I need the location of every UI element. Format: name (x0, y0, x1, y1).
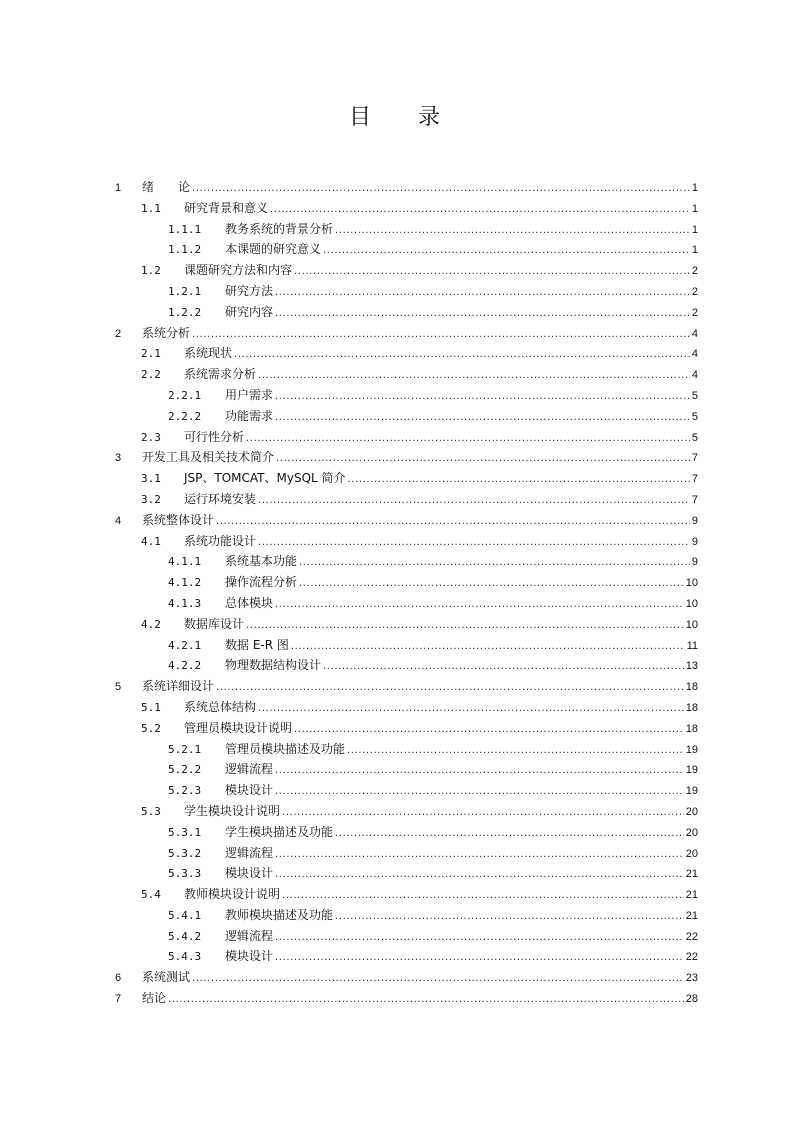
toc-entry[interactable] (115, 656, 698, 677)
toc-entry-page-number: 4 (691, 369, 698, 382)
toc-entry-number: 3.1 (141, 472, 161, 486)
toc-entry-page-number: 1 (691, 202, 698, 215)
toc-leader-dots (294, 266, 690, 277)
toc-entry[interactable] (115, 573, 698, 594)
toc-entry-title: 数据 E-R 图 (225, 637, 289, 652)
toc-entry-title: 逻辑流程 (225, 845, 274, 860)
toc-leader-dots (216, 682, 684, 693)
toc-entry-number: 5.2 (141, 721, 161, 735)
toc-entry-number: 5.2.2 (168, 763, 202, 777)
toc-entry-title: 总体模块 (225, 595, 274, 610)
toc-entry-page-number: 10 (685, 597, 698, 610)
toc-entry-title: 系统测试 (142, 970, 191, 985)
toc-entry[interactable] (115, 365, 698, 386)
toc-entry[interactable] (115, 636, 698, 657)
toc-leader-dots (258, 537, 690, 548)
toc-entry-title: 用户需求 (225, 387, 274, 402)
toc-entry-page-number: 19 (685, 743, 698, 756)
toc-entry-title: 系统总体结构 (184, 699, 257, 714)
toc-entry-page-number: 10 (685, 577, 698, 590)
toc-leader-dots (275, 786, 684, 797)
toc-entry-title: 结论 (142, 991, 167, 1006)
toc-entry-number: 4.2.2 (168, 659, 202, 673)
toc-entry-number: 4.1.1 (168, 555, 202, 569)
toc-entry-page-number: 21 (685, 868, 698, 881)
toc-entry-number: 1.2 (141, 264, 161, 278)
toc-entry-page-number: 2 (691, 265, 698, 278)
toc-entry-page-number: 5 (691, 410, 698, 423)
toc-entry-title: 教师模块描述及功能 (225, 907, 334, 922)
toc-entry-page-number: 5 (691, 431, 698, 444)
toc-entry-title: 模块设计 (225, 783, 274, 798)
toc-entry-title: JSP、TOMCAT、MySQL 简介 (184, 471, 346, 486)
toc-entry-title: 绪 论 (142, 180, 191, 194)
toc-entry[interactable] (115, 511, 698, 532)
toc-entry[interactable] (115, 240, 698, 261)
toc-entry[interactable] (115, 740, 698, 761)
toc-entry-number: 4.2.1 (168, 638, 202, 652)
toc-entry-page-number: 18 (685, 681, 698, 694)
toc-entry-page-number: 20 (685, 826, 698, 839)
toc-entry[interactable] (115, 823, 698, 844)
toc-leader-dots (275, 308, 690, 319)
toc-entry-page-number: 22 (685, 930, 698, 943)
toc-entry-page-number: 21 (685, 889, 698, 902)
toc-leader-dots (246, 433, 690, 444)
toc-entry-title: 系统现状 (184, 346, 233, 361)
toc-entry-title: 操作流程分析 (225, 575, 298, 590)
toc-entry-page-number: 7 (691, 493, 698, 506)
toc-entry-page-number: 7 (691, 473, 698, 486)
toc-leader-dots (291, 641, 685, 652)
toc-leader-dots (168, 994, 684, 1005)
toc-leader-dots (258, 703, 684, 714)
toc-entry[interactable] (115, 781, 698, 802)
toc-entry-number: 2 (115, 327, 122, 340)
toc-entry[interactable] (115, 760, 698, 781)
toc-entry[interactable] (115, 324, 698, 345)
toc-entry-number: 5.3 (141, 804, 161, 818)
toc-entry-number: 2.2.1 (168, 388, 202, 402)
toc-entry-number: 5.3.1 (168, 825, 202, 839)
toc-leader-dots (275, 599, 684, 610)
toc-entry-number: 4.1.2 (168, 576, 202, 590)
toc-entry-title: 系统分析 (142, 325, 191, 340)
toc-entry-number: 5.2.3 (168, 784, 202, 798)
toc-entry[interactable] (115, 698, 698, 719)
toc-entry[interactable] (115, 802, 698, 823)
toc-entry-page-number: 10 (685, 618, 698, 631)
toc-leader-dots (275, 952, 684, 963)
toc-leader-dots (275, 412, 690, 423)
toc-entry-title: 研究内容 (225, 304, 274, 319)
toc-leader-dots (335, 225, 690, 236)
toc-entry-title: 功能需求 (225, 408, 274, 423)
toc-entry-title: 系统功能设计 (184, 533, 257, 548)
toc-entry[interactable] (115, 469, 698, 490)
toc-entry[interactable] (115, 552, 698, 573)
toc-leader-dots (270, 204, 690, 215)
toc-entry-number: 1.2.2 (168, 305, 202, 319)
toc-entry-title: 教务系统的背景分析 (225, 221, 334, 236)
toc-leader-dots (282, 807, 684, 818)
toc-entry-title: 学生模块设计说明 (184, 803, 281, 818)
toc-entry-page-number: 21 (685, 909, 698, 922)
toc-entry-page-number: 2 (691, 285, 698, 298)
toc-entry-page-number: 4 (691, 327, 698, 340)
toc-entry[interactable] (115, 261, 698, 282)
toc-entry-number: 3 (115, 452, 122, 465)
toc-entry-title: 研究方法 (225, 283, 274, 298)
toc-entry-number: 5 (115, 681, 122, 694)
toc-leader-dots (323, 661, 684, 672)
toc-entry-number: 5.4.2 (168, 929, 202, 943)
toc-entry-title: 系统整体设计 (142, 512, 215, 527)
toc-entry-page-number: 13 (685, 660, 698, 673)
toc-entry-title: 可行性分析 (184, 429, 245, 444)
toc-leader-dots (299, 578, 684, 589)
toc-entry-number: 5.4.1 (168, 908, 202, 922)
toc-entry-number: 1 (115, 182, 122, 194)
toc-entry-title: 逻辑流程 (225, 762, 274, 777)
toc-entry-number: 4.1 (141, 534, 161, 548)
toc-entry-number: 7 (115, 993, 122, 1006)
toc-leader-dots (335, 911, 684, 922)
toc-entry-page-number: 9 (691, 514, 698, 527)
toc-entry-page-number: 9 (691, 535, 698, 548)
toc-entry-number: 5.3.2 (168, 846, 202, 860)
toc-entry-title: 模块设计 (225, 866, 274, 881)
toc-entry-number: 1.1.1 (168, 222, 202, 236)
toc-entry-page-number: 9 (691, 556, 698, 569)
toc-leader-dots (192, 183, 690, 194)
toc-leader-dots (258, 370, 690, 381)
toc-entry-title: 学生模块描述及功能 (225, 824, 334, 839)
toc-entry-page-number: 5 (691, 389, 698, 402)
toc-entry-page-number: 4 (691, 348, 698, 361)
toc-entry-page-number: 20 (685, 847, 698, 860)
toc-entry-page-number: 28 (685, 993, 698, 1006)
toc-entry-title: 管理员模块描述及功能 (225, 741, 346, 756)
toc-leader-dots (294, 724, 684, 735)
toc-entry[interactable] (115, 906, 698, 927)
toc-entry-number: 1.2.1 (168, 284, 202, 298)
toc-entry-page-number: 20 (685, 805, 698, 818)
toc-entry-number: 1.1.2 (168, 243, 202, 257)
toc-entry-title: 研究背景和意义 (184, 200, 269, 215)
toc-entry-title: 系统详细设计 (142, 679, 215, 694)
toc-leader-dots (258, 495, 690, 506)
toc-entry-number: 5.4.3 (168, 950, 202, 964)
toc-entry-page-number: 18 (685, 701, 698, 714)
toc-entry-number: 2.2 (141, 368, 161, 382)
toc-entry[interactable] (115, 615, 698, 636)
toc-entry-number: 2.2.2 (168, 409, 202, 423)
toc-entry-page-number: 7 (691, 452, 698, 465)
toc-leader-dots (335, 828, 684, 839)
toc-entry-number: 4.2 (141, 617, 161, 631)
toc-entry-number: 2.1 (141, 347, 161, 361)
toc-entry[interactable] (115, 677, 698, 698)
toc-entry-page-number: 22 (685, 951, 698, 964)
toc-entry[interactable] (115, 448, 698, 469)
toc-entry-number: 4 (115, 514, 122, 527)
toc-entry-number: 5.1 (141, 700, 161, 714)
toc-entry[interactable] (115, 490, 698, 511)
toc-entry-title: 运行环境安装 (184, 491, 257, 506)
toc-entry[interactable] (115, 719, 698, 740)
toc-leader-dots (282, 890, 684, 901)
toc-leader-dots (234, 349, 690, 360)
toc-leader-dots (323, 245, 690, 256)
toc-entry[interactable] (115, 303, 698, 324)
toc-entry-page-number: 1 (691, 182, 698, 194)
toc-entry-number: 4.1.3 (168, 596, 202, 610)
toc-entry-number: 6 (115, 972, 122, 985)
toc-leader-dots (216, 516, 690, 527)
toc-leader-dots (347, 745, 684, 756)
toc-entry-page-number: 23 (685, 972, 698, 985)
toc-leader-dots (276, 453, 690, 464)
toc-leader-dots (275, 932, 684, 943)
toc-leader-dots (275, 391, 690, 402)
toc-entry[interactable] (115, 178, 698, 199)
toc-leader-dots (275, 765, 684, 776)
toc-entry[interactable] (115, 864, 698, 885)
toc-entry[interactable] (115, 968, 698, 989)
toc-leader-dots (275, 849, 684, 860)
table-of-contents (115, 178, 698, 1010)
toc-entry[interactable] (115, 532, 698, 553)
toc-entry[interactable] (115, 386, 698, 407)
toc-entry-title: 模块设计 (225, 949, 274, 964)
toc-leader-dots (299, 557, 690, 568)
toc-entry-title: 管理员模块设计说明 (184, 720, 293, 735)
toc-entry[interactable] (115, 885, 698, 906)
toc-entry[interactable] (115, 989, 698, 1010)
toc-entry-page-number: 19 (685, 785, 698, 798)
toc-entry-title: 数据库设计 (184, 616, 245, 631)
toc-entry[interactable] (115, 220, 698, 241)
toc-entry[interactable] (115, 428, 698, 449)
toc-leader-dots (275, 869, 684, 880)
toc-entry-title: 本课题的研究意义 (225, 242, 322, 257)
toc-entry-number: 1.1 (141, 201, 161, 215)
toc-leader-dots (246, 620, 684, 631)
toc-entry-number: 2.3 (141, 430, 161, 444)
toc-entry-number: 5.3.3 (168, 867, 202, 881)
toc-entry[interactable] (115, 344, 698, 365)
toc-leader-dots (348, 474, 690, 485)
toc-entry-title: 开发工具及相关技术简介 (142, 450, 275, 465)
toc-entry[interactable] (115, 199, 698, 220)
toc-entry-page-number: 19 (685, 764, 698, 777)
toc-entry[interactable] (115, 282, 698, 303)
toc-entry-title: 课题研究方法和内容 (184, 263, 293, 278)
toc-entry-page-number: 18 (685, 722, 698, 735)
toc-title: 目 录 (349, 105, 460, 130)
toc-entry[interactable] (115, 594, 698, 615)
toc-entry-title: 逻辑流程 (225, 928, 274, 943)
toc-entry[interactable] (115, 927, 698, 948)
toc-leader-dots (275, 287, 690, 298)
toc-entry-title: 系统基本功能 (225, 554, 298, 569)
toc-entry-page-number: 1 (691, 223, 698, 236)
toc-entry-number: 5.2.1 (168, 742, 202, 756)
toc-leader-dots (192, 973, 684, 984)
toc-entry-page-number: 2 (691, 306, 698, 319)
toc-entry[interactable] (115, 407, 698, 428)
toc-entry-number: 3.2 (141, 492, 161, 506)
toc-entry-title: 物理数据结构设计 (225, 658, 322, 673)
toc-leader-dots (192, 329, 690, 340)
toc-entry-title: 系统需求分析 (184, 367, 257, 382)
toc-entry-page-number: 1 (691, 244, 698, 257)
toc-entry[interactable] (115, 844, 698, 865)
toc-entry[interactable] (115, 947, 698, 968)
toc-entry-page-number: 11 (686, 639, 698, 652)
toc-entry-number: 5.4 (141, 888, 161, 902)
toc-entry-title: 教师模块设计说明 (184, 887, 281, 902)
